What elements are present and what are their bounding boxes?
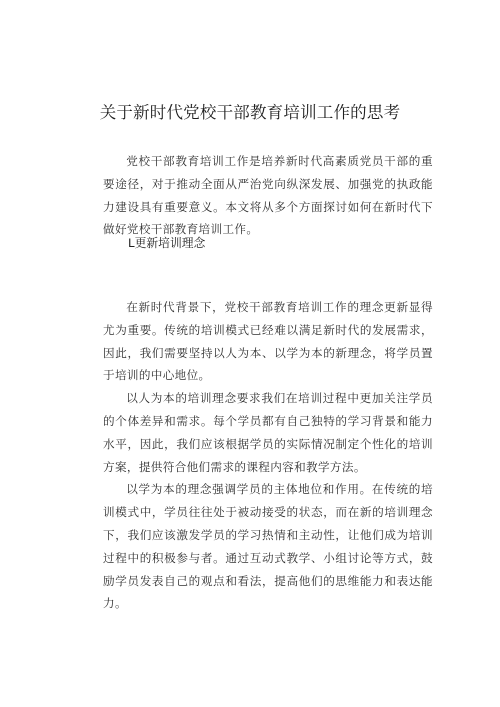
body-paragraph-2: 以人为本的培训理念要求我们在培训过程中更加关注学员的个体差异和需求。每个学员都有自己独特的学习背景和能力水平，因此，我们应该根据学员的实际情况制定个性化的培训方案，提供符合他们需求的课程内容和教学方法。 — [103, 391, 433, 474]
body-paragraph-3: 以学为本的理念强调学员的主体地位和作用。在传统的培训模式中，学员往往处于被动接受的状态，而在新的培训理念下，我们应该激发学员的学习热情和主动性，让他们成为培训过程中的积极参与者。通过互动式教学、小组讨论等方式，鼓励学员发表自己的观点和看法，提高他们的思维能力和表达能力。 — [103, 482, 433, 611]
body-paragraph-1: 在新时代背景下，党校干部教育培训工作的理念更新显得尤为重要。传统的培训模式已经难以满足新时代的发展需求，因此，我们需要坚持以人为本、以学为本的新理念，将学员置于培训的中心地位。 — [103, 300, 433, 383]
intro-paragraph: 党校干部教育培训工作是培养新时代高素质党员干部的重要途径，对于推动全面从严治党向纵深发展、加强党的执政能力建设具有重要意义。本文将从多个方面探讨如何在新时代下做好党校干部教育培训工作。 — [103, 154, 433, 237]
intro-block — [103, 150, 433, 241]
document-title: 关于新时代党校干部教育培训工作的思考 — [99, 103, 401, 122]
section-heading: L更新培训理念 — [128, 236, 206, 250]
section-body — [103, 296, 433, 615]
